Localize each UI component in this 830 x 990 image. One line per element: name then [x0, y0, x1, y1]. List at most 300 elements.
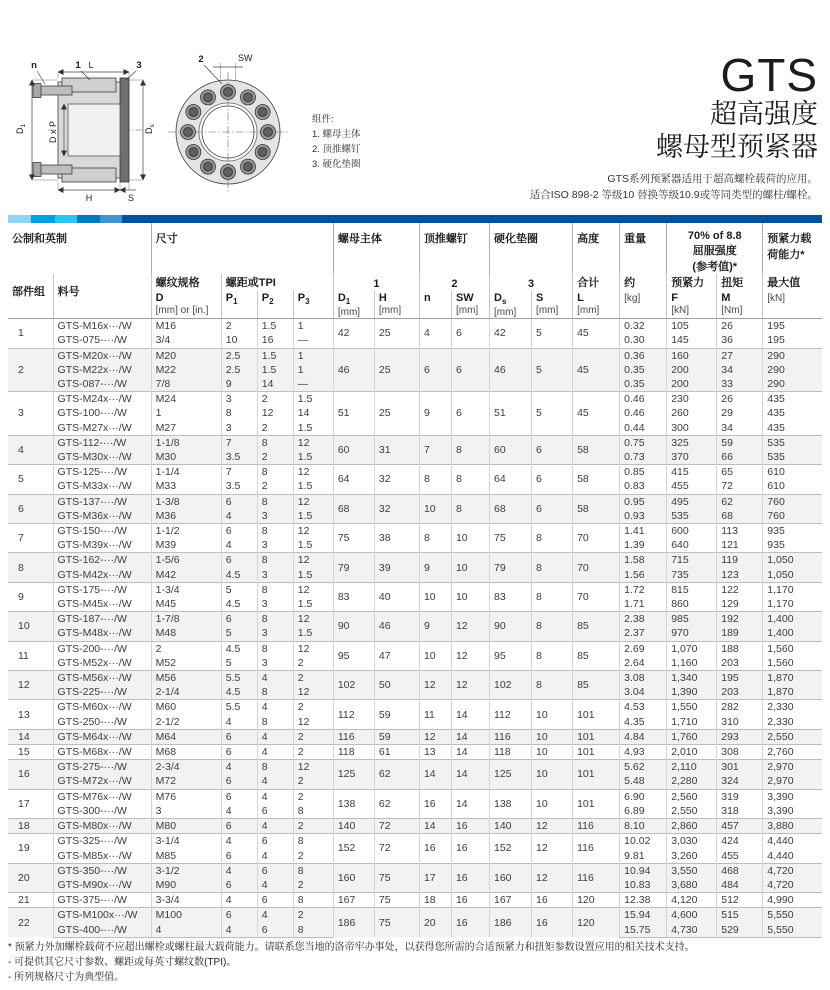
- cell-d1: 42: [333, 319, 374, 348]
- cell-h: 50: [374, 671, 419, 700]
- cell-ds: 118: [490, 745, 532, 760]
- dim-label-ds: $D_s$: [144, 124, 156, 134]
- spec-row: [8, 582, 822, 597]
- cell-torque: 468: [717, 863, 763, 878]
- cell-l: 116: [573, 834, 620, 863]
- band-jack-bolt: 顶推螺钉: [419, 223, 489, 274]
- cell-thread-d: 2: [151, 641, 221, 656]
- cell-part-group: 13: [8, 700, 53, 729]
- band-yield-line: (参考值)*: [692, 261, 738, 273]
- col-p3: $P_3$: [293, 291, 333, 319]
- cell-thread-d: 1-1/8: [151, 435, 221, 450]
- col-total: 合计: [573, 274, 620, 291]
- cell-part-no: GTS-M45x···/W: [53, 597, 151, 612]
- cell-h: 25: [374, 392, 419, 436]
- cell-weight: 3.04: [620, 685, 667, 700]
- col-preload: 预紧力: [667, 274, 717, 291]
- cell-n: 10: [419, 494, 451, 523]
- cell-p2: 4: [257, 671, 293, 686]
- footnote: - 所列规格尺寸为典型值。: [8, 972, 125, 983]
- cell-l: 116: [573, 819, 620, 834]
- cell-p1: 9: [221, 377, 257, 392]
- cell-sw: 8: [451, 465, 489, 494]
- cell-s: 8: [532, 553, 573, 582]
- cell-thread-d: M80: [151, 819, 221, 834]
- cell-preload: 4,730: [667, 923, 717, 938]
- cell-n: 12: [419, 671, 451, 700]
- cell-part-no: GTS-M90x···/W: [53, 878, 151, 893]
- cell-p2: 12: [257, 406, 293, 420]
- cell-weight: 9.81: [620, 849, 667, 864]
- cell-p2: 8: [257, 582, 293, 597]
- cell-sw: 6: [451, 392, 489, 436]
- cell-thread-d: M30: [151, 450, 221, 465]
- cell-p3: —: [293, 377, 333, 392]
- cell-p3: 12: [293, 494, 333, 509]
- cell-preload: 1,760: [667, 729, 717, 744]
- cell-torque: 129: [717, 597, 763, 612]
- cell-p2: 3: [257, 538, 293, 553]
- cell-d1: 167: [333, 893, 374, 908]
- cell-part-no: GTS-M30x···/W: [53, 450, 151, 465]
- cell-ds: 167: [490, 893, 532, 908]
- cell-weight: 0.73: [620, 450, 667, 465]
- band-washer: 硬化垫圈: [490, 223, 573, 274]
- cell-p2: 4: [257, 774, 293, 789]
- cell-d1: 46: [333, 348, 374, 392]
- cell-torque: 293: [717, 729, 763, 744]
- cell-p2: 8: [257, 760, 293, 775]
- cell-p3: 8: [293, 923, 333, 938]
- cell-part-group: 17: [8, 789, 53, 818]
- cell-p2: 3: [257, 597, 293, 612]
- cell-part-no: GTS-100-···/W: [53, 406, 151, 420]
- cell-p1: 4: [221, 538, 257, 553]
- cell-p3: 1.5: [293, 597, 333, 612]
- cell-sw: 10: [451, 553, 489, 582]
- cell-d1: 186: [333, 908, 374, 937]
- band-metric-imperial: 公制和英制: [8, 223, 151, 274]
- cell-p3: 1.5: [293, 626, 333, 641]
- cell-sw: 16: [451, 908, 489, 937]
- cell-h: 59: [374, 700, 419, 729]
- cell-max: 2,550: [763, 729, 822, 744]
- cell-sw: 8: [451, 435, 489, 464]
- cell-part-group: 4: [8, 435, 53, 464]
- spec-row: [8, 612, 822, 627]
- cell-preload: 1,160: [667, 656, 717, 671]
- cell-sw: 14: [451, 745, 489, 760]
- cell-h: 38: [374, 524, 419, 553]
- cell-p2: 6: [257, 923, 293, 938]
- product-name: GTS: [720, 49, 818, 101]
- cell-p1: 2.5: [221, 363, 257, 377]
- cell-part-no: GTS-350-···/W: [53, 863, 151, 878]
- cell-p3: 2: [293, 745, 333, 760]
- cell-max: 1,560: [763, 656, 822, 671]
- color-bar-segment: [100, 215, 122, 223]
- cell-part-group: 20: [8, 863, 53, 892]
- cell-part-group: 5: [8, 465, 53, 494]
- cell-weight: 0.46: [620, 392, 667, 407]
- cell-thread-d: 3-1/4: [151, 834, 221, 849]
- cell-s: 6: [532, 465, 573, 494]
- cell-max: 935: [763, 538, 822, 553]
- cell-weight: 0.85: [620, 465, 667, 480]
- cell-part-no: GTS-137-···/W: [53, 494, 151, 509]
- cell-part-no: GTS-M16x···/W: [53, 319, 151, 334]
- cell-ds: 68: [490, 494, 532, 523]
- cell-d1: 60: [333, 435, 374, 464]
- cell-s: 8: [532, 582, 573, 611]
- cell-ds: 75: [490, 524, 532, 553]
- cell-p1: 5: [221, 626, 257, 641]
- cell-p1: 4: [221, 715, 257, 730]
- cell-sw: 12: [451, 612, 489, 641]
- cell-weight: 1.72: [620, 582, 667, 597]
- cell-preload: 860: [667, 597, 717, 612]
- cell-h: 62: [374, 760, 419, 789]
- cell-part-no: GTS-M39x···/W: [53, 538, 151, 553]
- cell-p3: 12: [293, 685, 333, 700]
- cell-p3: 1.5: [293, 479, 333, 494]
- cell-torque: 455: [717, 849, 763, 864]
- cell-p2: 16: [257, 333, 293, 348]
- spec-row: [8, 553, 822, 568]
- cell-weight: 0.75: [620, 435, 667, 450]
- cell-p3: 1.5: [293, 421, 333, 436]
- cell-max: 435: [763, 421, 822, 436]
- cell-p3: 2: [293, 656, 333, 671]
- jack-bolt-socket: [204, 93, 213, 102]
- cell-part-group: 11: [8, 641, 53, 670]
- callout-2: 2: [198, 54, 204, 65]
- col-n: n: [419, 291, 451, 319]
- col-kg: [kg]: [620, 291, 667, 319]
- cell-thread-d: 3-3/4: [151, 893, 221, 908]
- cell-torque: 119: [717, 553, 763, 568]
- band-yield-line: 屈服强度: [692, 245, 737, 257]
- color-bar-segment: [31, 215, 55, 223]
- cell-p2: 3: [257, 568, 293, 583]
- dim-label-s: S: [127, 193, 135, 203]
- cell-p3: 2: [293, 774, 333, 789]
- band-yield-strength: [667, 223, 763, 274]
- cell-p1: 4: [221, 834, 257, 849]
- cell-thread-d: 1-3/4: [151, 582, 221, 597]
- spec-row: [8, 641, 822, 656]
- cell-p2: 8: [257, 435, 293, 450]
- color-bar-segment: [55, 215, 77, 223]
- cell-sw: 12: [451, 641, 489, 670]
- cell-p3: 1: [293, 319, 333, 334]
- cell-n: 14: [419, 819, 451, 834]
- cell-weight: 0.36: [620, 348, 667, 363]
- cell-torque: 29: [717, 406, 763, 420]
- jack-bolt-socket: [224, 168, 233, 177]
- cell-p2: 4: [257, 789, 293, 804]
- cell-h: 32: [374, 494, 419, 523]
- spec-row: [8, 348, 822, 363]
- cell-p3: 12: [293, 715, 333, 730]
- cell-max: 1,870: [763, 685, 822, 700]
- cell-p2: 3: [257, 656, 293, 671]
- cell-p1: 6: [221, 774, 257, 789]
- cell-l: 58: [573, 435, 620, 464]
- cell-weight: 0.35: [620, 377, 667, 392]
- cell-p1: 7: [221, 465, 257, 480]
- cell-d1: 75: [333, 524, 374, 553]
- cell-sw: 14: [451, 700, 489, 729]
- cell-max: 4,720: [763, 878, 822, 893]
- cell-max: 610: [763, 465, 822, 480]
- cell-weight: 2.37: [620, 626, 667, 641]
- cell-part-no: GTS-250-···/W: [53, 715, 151, 730]
- spec-row: [8, 789, 822, 804]
- cell-torque: 512: [717, 893, 763, 908]
- cell-h: 75: [374, 893, 419, 908]
- cell-torque: 59: [717, 435, 763, 450]
- cell-weight: 10.83: [620, 878, 667, 893]
- cell-part-no: GTS-M60x···/W: [53, 700, 151, 715]
- cell-h: 32: [374, 465, 419, 494]
- cell-max: 1,170: [763, 582, 822, 597]
- cell-part-no: GTS-087-···/W: [53, 377, 151, 392]
- cell-l: 70: [573, 582, 620, 611]
- cell-p3: 1: [293, 348, 333, 363]
- cell-max: 4,440: [763, 834, 822, 849]
- cell-p2: 8: [257, 641, 293, 656]
- cell-sw: 6: [451, 348, 489, 392]
- cell-d1: 90: [333, 612, 374, 641]
- cell-n: 6: [419, 348, 451, 392]
- cell-max: 535: [763, 450, 822, 465]
- cell-p3: 2: [293, 671, 333, 686]
- spec-row: [8, 435, 822, 450]
- cell-p2: 8: [257, 612, 293, 627]
- jack-bolt-socket: [264, 128, 273, 137]
- footnote: * 预紧力外加螺栓载荷不应超出螺栓或螺柱最大载荷能力。请联系您当地的洛帝牢办事处，以获得您所需的合适预紧力和扭矩参数设置应用的相关技术支持。: [8, 942, 695, 953]
- cell-part-no: GTS-M42x···/W: [53, 568, 151, 583]
- cell-part-no: GTS-400-···/W: [53, 923, 151, 938]
- jack-bolt-socket: [204, 162, 213, 171]
- col-max-kn: [kN]: [763, 291, 822, 319]
- cell-preload: 415: [667, 465, 717, 480]
- cell-p1: 6: [221, 789, 257, 804]
- cell-weight: 1.39: [620, 538, 667, 553]
- cell-p1: 4: [221, 893, 257, 908]
- cell-weight: 1.58: [620, 553, 667, 568]
- cell-part-group: 18: [8, 819, 53, 834]
- cell-thread-d: M39: [151, 538, 221, 553]
- cell-max: 435: [763, 392, 822, 407]
- cell-part-group: 12: [8, 671, 53, 700]
- cell-p1: 8: [221, 406, 257, 420]
- cell-preload: 200: [667, 363, 717, 377]
- cell-preload: 230: [667, 392, 717, 407]
- cell-weight: 0.32: [620, 319, 667, 334]
- cell-torque: 457: [717, 819, 763, 834]
- cell-part-no: GTS-075-···/W: [53, 333, 151, 348]
- cell-thread-d: M52: [151, 656, 221, 671]
- cell-part-no: GTS-M52x···/W: [53, 656, 151, 671]
- dim-label-h: H: [85, 193, 93, 203]
- cell-part-no: GTS-M68x···/W: [53, 745, 151, 760]
- color-bar-segment: [8, 215, 31, 223]
- title-block: [529, 49, 818, 203]
- cell-p1: 5.5: [221, 700, 257, 715]
- band-dimensions: 尺寸: [151, 223, 333, 274]
- cell-p2: 2: [257, 421, 293, 436]
- cell-l: 101: [573, 700, 620, 729]
- cell-torque: 66: [717, 450, 763, 465]
- cell-ds: 51: [490, 392, 532, 436]
- cell-l: 70: [573, 553, 620, 582]
- cell-p3: 1.5: [293, 568, 333, 583]
- cell-l: 58: [573, 465, 620, 494]
- cell-l: 85: [573, 612, 620, 641]
- cell-thread-d: M90: [151, 878, 221, 893]
- cell-d1: 125: [333, 760, 374, 789]
- cell-part-no: GTS-M100x···/W: [53, 908, 151, 923]
- cell-part-group: 10: [8, 612, 53, 641]
- table-color-bar: [8, 215, 822, 223]
- cell-max: 290: [763, 348, 822, 363]
- cell-p1: 5: [221, 582, 257, 597]
- callout-3: 3: [136, 60, 142, 71]
- cell-l: 85: [573, 641, 620, 670]
- callout-n: n: [31, 60, 37, 71]
- cell-part-no: GTS-M64x···/W: [53, 729, 151, 744]
- col-ds: $D_s$ [mm]: [490, 291, 532, 319]
- cell-preload: 735: [667, 568, 717, 583]
- cell-preload: 145: [667, 333, 717, 348]
- cell-thread-d: M22: [151, 363, 221, 377]
- cell-p3: —: [293, 333, 333, 348]
- cell-s: 8: [532, 612, 573, 641]
- cell-n: 16: [419, 789, 451, 818]
- cell-h: 75: [374, 908, 419, 937]
- cell-weight: 4.84: [620, 729, 667, 744]
- cell-s: 12: [532, 863, 573, 892]
- cell-h: 46: [374, 612, 419, 641]
- cell-p2: 8: [257, 465, 293, 480]
- cell-part-no: GTS-150-···/W: [53, 524, 151, 539]
- cell-max: 610: [763, 479, 822, 494]
- band-height: 高度: [573, 223, 620, 274]
- cell-preload: 370: [667, 450, 717, 465]
- cell-l: 45: [573, 319, 620, 348]
- cell-ds: 116: [490, 729, 532, 744]
- cell-part-no: GTS-M48x···/W: [53, 626, 151, 641]
- cell-l: 101: [573, 745, 620, 760]
- cell-ds: 125: [490, 760, 532, 789]
- cell-max: 1,050: [763, 553, 822, 568]
- cell-p3: 12: [293, 524, 333, 539]
- cell-part-no: GTS-112-···/W: [53, 435, 151, 450]
- cell-thread-d: 2-1/2: [151, 715, 221, 730]
- cell-p3: 8: [293, 804, 333, 819]
- cell-weight: 2.69: [620, 641, 667, 656]
- cell-preload: 4,600: [667, 908, 717, 923]
- header-sub-row: [8, 274, 822, 291]
- cell-ds: 83: [490, 582, 532, 611]
- cell-p3: 8: [293, 863, 333, 878]
- side-view: [15, 60, 156, 203]
- cell-p1: 4.5: [221, 685, 257, 700]
- cell-l: 45: [573, 348, 620, 392]
- cell-torque: 26: [717, 392, 763, 407]
- cell-part-no: GTS-162-···/W: [53, 553, 151, 568]
- cell-preload: 640: [667, 538, 717, 553]
- cell-p2: 6: [257, 863, 293, 878]
- cell-s: 8: [532, 524, 573, 553]
- cell-part-no: GTS-M80x···/W: [53, 819, 151, 834]
- cell-torque: 34: [717, 421, 763, 436]
- cell-sw: 14: [451, 760, 489, 789]
- cell-p3: 2: [293, 908, 333, 923]
- cell-part-no: GTS-M85x···/W: [53, 849, 151, 864]
- cell-preload: 2,010: [667, 745, 717, 760]
- cell-thread-d: M76: [151, 789, 221, 804]
- cell-max: 195: [763, 333, 822, 348]
- band-weight: 重量: [620, 223, 667, 274]
- cell-thread-d: 1: [151, 406, 221, 420]
- cell-h: 59: [374, 729, 419, 744]
- jack-bolt-socket: [224, 88, 233, 97]
- cell-d1: 160: [333, 863, 374, 892]
- cell-d1: 51: [333, 392, 374, 436]
- legend-title: 组件:: [312, 114, 334, 125]
- cell-thread-d: 3/4: [151, 333, 221, 348]
- cell-weight: 1.41: [620, 524, 667, 539]
- cell-s: 10: [532, 700, 573, 729]
- cell-preload: 325: [667, 435, 717, 450]
- cell-sw: 6: [451, 319, 489, 348]
- spec-row: [8, 319, 822, 334]
- cell-max: 4,720: [763, 863, 822, 878]
- cell-preload: 600: [667, 524, 717, 539]
- cell-n: 20: [419, 908, 451, 937]
- cell-preload: 535: [667, 509, 717, 524]
- cell-preload: 1,340: [667, 671, 717, 686]
- cell-part-group: 3: [8, 392, 53, 436]
- cell-preload: 970: [667, 626, 717, 641]
- cell-torque: 72: [717, 479, 763, 494]
- cell-ds: 160: [490, 863, 532, 892]
- cell-thread-d: M33: [151, 479, 221, 494]
- cell-p2: 4: [257, 878, 293, 893]
- product-subtitle-2: 螺母型预紧器: [656, 132, 818, 162]
- col-max: 最大值: [763, 274, 822, 291]
- cell-p2: 6: [257, 834, 293, 849]
- cell-p3: 2: [293, 849, 333, 864]
- cell-sw: 10: [451, 582, 489, 611]
- spec-row: [8, 893, 822, 908]
- cell-p1: 6: [221, 908, 257, 923]
- cell-sw: 16: [451, 893, 489, 908]
- cell-max: 5,550: [763, 908, 822, 923]
- dim-label-d1: $D_1$: [15, 123, 27, 134]
- cell-p2: 8: [257, 524, 293, 539]
- callout-1: 1: [75, 60, 81, 71]
- cell-thread-d: M56: [151, 671, 221, 686]
- cell-torque: 310: [717, 715, 763, 730]
- drawing-svg: [10, 30, 450, 215]
- cell-torque: 121: [717, 538, 763, 553]
- dim-label-dxp: D x P: [48, 120, 58, 143]
- cell-d1: 112: [333, 700, 374, 729]
